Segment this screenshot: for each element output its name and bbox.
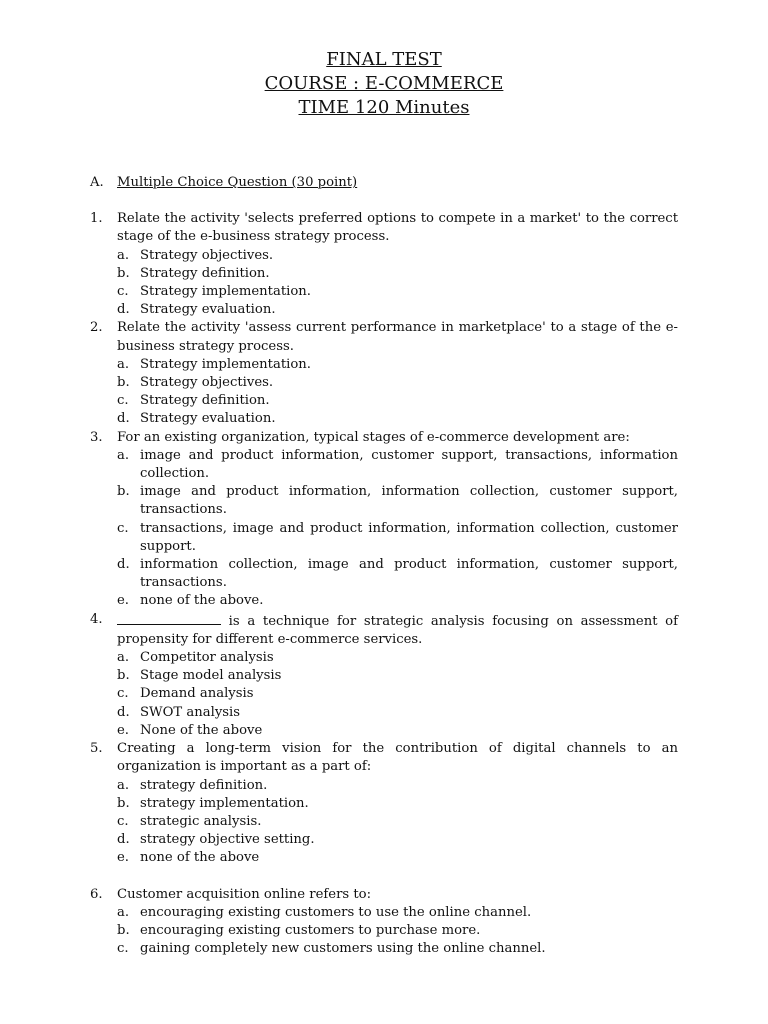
question-text: Creating a long-term vision for the contribution of digital channels to an organization is important as a part of: — [117, 741, 678, 775]
section-heading — [90, 174, 678, 192]
question-number: 4. — [90, 611, 103, 627]
question-text — [117, 611, 678, 649]
option-text: none of the above — [140, 850, 260, 866]
option-a — [117, 777, 678, 795]
option-a — [117, 447, 678, 483]
option-a — [117, 356, 678, 374]
option-a — [117, 649, 678, 667]
option-letter: b. — [117, 795, 130, 811]
option-letter: e. — [117, 593, 129, 609]
option-letter: c. — [117, 520, 129, 536]
option-b — [117, 374, 678, 392]
option-text: strategy definition. — [140, 777, 268, 793]
option-letter: a. — [117, 447, 130, 463]
question-6 — [90, 886, 678, 959]
option-letter: b. — [117, 265, 130, 281]
option-letter: d. — [117, 411, 130, 427]
document-header — [0, 48, 768, 120]
question-number: 1. — [90, 211, 103, 227]
time-limit: TIME 120 Minutes — [298, 97, 470, 118]
option-letter: a. — [117, 356, 130, 372]
option-letter: d. — [117, 704, 130, 720]
option-text: None of the above — [140, 722, 263, 738]
option-text: transactions, image and product information, information collection, customer support. — [140, 520, 678, 554]
option-d — [117, 301, 678, 319]
option-text: Stage model analysis — [140, 668, 282, 684]
question-5 — [90, 740, 678, 867]
test-title: FINAL TEST — [326, 49, 442, 70]
option-text: Demand analysis — [140, 686, 254, 702]
question-2 — [90, 319, 678, 428]
option-letter: e. — [117, 850, 129, 866]
question-number: 2. — [90, 320, 103, 336]
option-a — [117, 247, 678, 265]
option-b — [117, 922, 678, 940]
option-letter: c. — [117, 393, 129, 409]
option-text: none of the above. — [140, 593, 264, 609]
course-title: COURSE : E-COMMERCE — [264, 73, 504, 94]
option-c — [117, 392, 678, 410]
question-3 — [90, 429, 678, 611]
option-text: encouraging existing customers to purchase more. — [140, 922, 481, 938]
option-text: Strategy implementation. — [140, 356, 311, 372]
option-letter: b. — [117, 484, 130, 500]
option-c — [117, 685, 678, 703]
question-number: 5. — [90, 741, 103, 757]
option-letter: c. — [117, 284, 129, 300]
spacer — [90, 868, 678, 886]
option-e — [117, 722, 678, 740]
option-letter: d. — [117, 832, 130, 848]
option-text: information collection, image and product information, customer support, transactions. — [140, 557, 678, 591]
option-text: Strategy evaluation. — [140, 302, 276, 318]
question-text: Customer acquisition online refers to: — [117, 886, 372, 902]
option-e — [117, 592, 678, 610]
option-text: gaining completely new customers using the online channel. — [140, 941, 546, 957]
question-1 — [90, 210, 678, 319]
option-text: Strategy implementation. — [140, 284, 311, 300]
question-text: Relate the activity 'assess current performance in marketplace' to a stage of the e-business strategy process. — [117, 320, 678, 354]
option-letter: d. — [117, 557, 130, 573]
option-d — [117, 831, 678, 849]
option-b — [117, 483, 678, 519]
section-label: A. — [90, 175, 104, 190]
option-b — [117, 265, 678, 283]
test-content — [90, 174, 678, 958]
option-text: Strategy evaluation. — [140, 411, 276, 427]
option-text: Strategy objectives. — [140, 375, 274, 391]
option-letter: c. — [117, 813, 129, 829]
option-c — [117, 940, 678, 958]
fill-in-blank — [117, 611, 221, 625]
option-letter: b. — [117, 922, 130, 938]
question-text: Relate the activity 'selects preferred options to compete in a market' to the correct stage of the e-business strategy process. — [117, 211, 678, 245]
option-letter: c. — [117, 941, 129, 957]
option-c — [117, 520, 678, 556]
question-text-after-blank: is a technique for strategic analysis focusing on assessment of propensity for different e-commerce services. — [117, 613, 678, 647]
option-letter: b. — [117, 668, 130, 684]
question-4 — [90, 611, 678, 740]
option-letter: a. — [117, 247, 130, 263]
option-text: Competitor analysis — [140, 650, 274, 666]
option-text: encouraging existing customers to use the online channel. — [140, 904, 532, 920]
option-text: strategy implementation. — [140, 795, 309, 811]
option-text: strategic analysis. — [140, 813, 262, 829]
option-a — [117, 904, 678, 922]
option-c — [117, 283, 678, 301]
option-b — [117, 795, 678, 813]
option-text: image and product information, information collection, customer support, transactions. — [140, 484, 678, 518]
option-d — [117, 704, 678, 722]
option-letter: a. — [117, 904, 130, 920]
question-text: For an existing organization, typical stages of e-commerce development are: — [117, 429, 630, 445]
option-letter: a. — [117, 777, 130, 793]
option-c — [117, 813, 678, 831]
option-text: Strategy definition. — [140, 265, 270, 281]
option-text: SWOT analysis — [140, 704, 241, 720]
question-number: 3. — [90, 429, 103, 445]
option-letter: a. — [117, 650, 130, 666]
option-letter: c. — [117, 686, 129, 702]
option-d — [117, 410, 678, 428]
option-text: image and product information, customer support, transactions, information collection. — [140, 447, 678, 482]
option-letter: d. — [117, 302, 130, 318]
question-number: 6. — [90, 886, 103, 902]
option-letter: e. — [117, 722, 129, 738]
option-text: Strategy definition. — [140, 393, 270, 409]
section-title: Multiple Choice Question (30 point) — [117, 175, 358, 190]
option-b — [117, 667, 678, 685]
option-text: Strategy objectives. — [140, 247, 274, 263]
option-d — [117, 556, 678, 592]
option-letter: b. — [117, 375, 130, 391]
option-e — [117, 849, 678, 867]
option-text: strategy objective setting. — [140, 832, 315, 848]
